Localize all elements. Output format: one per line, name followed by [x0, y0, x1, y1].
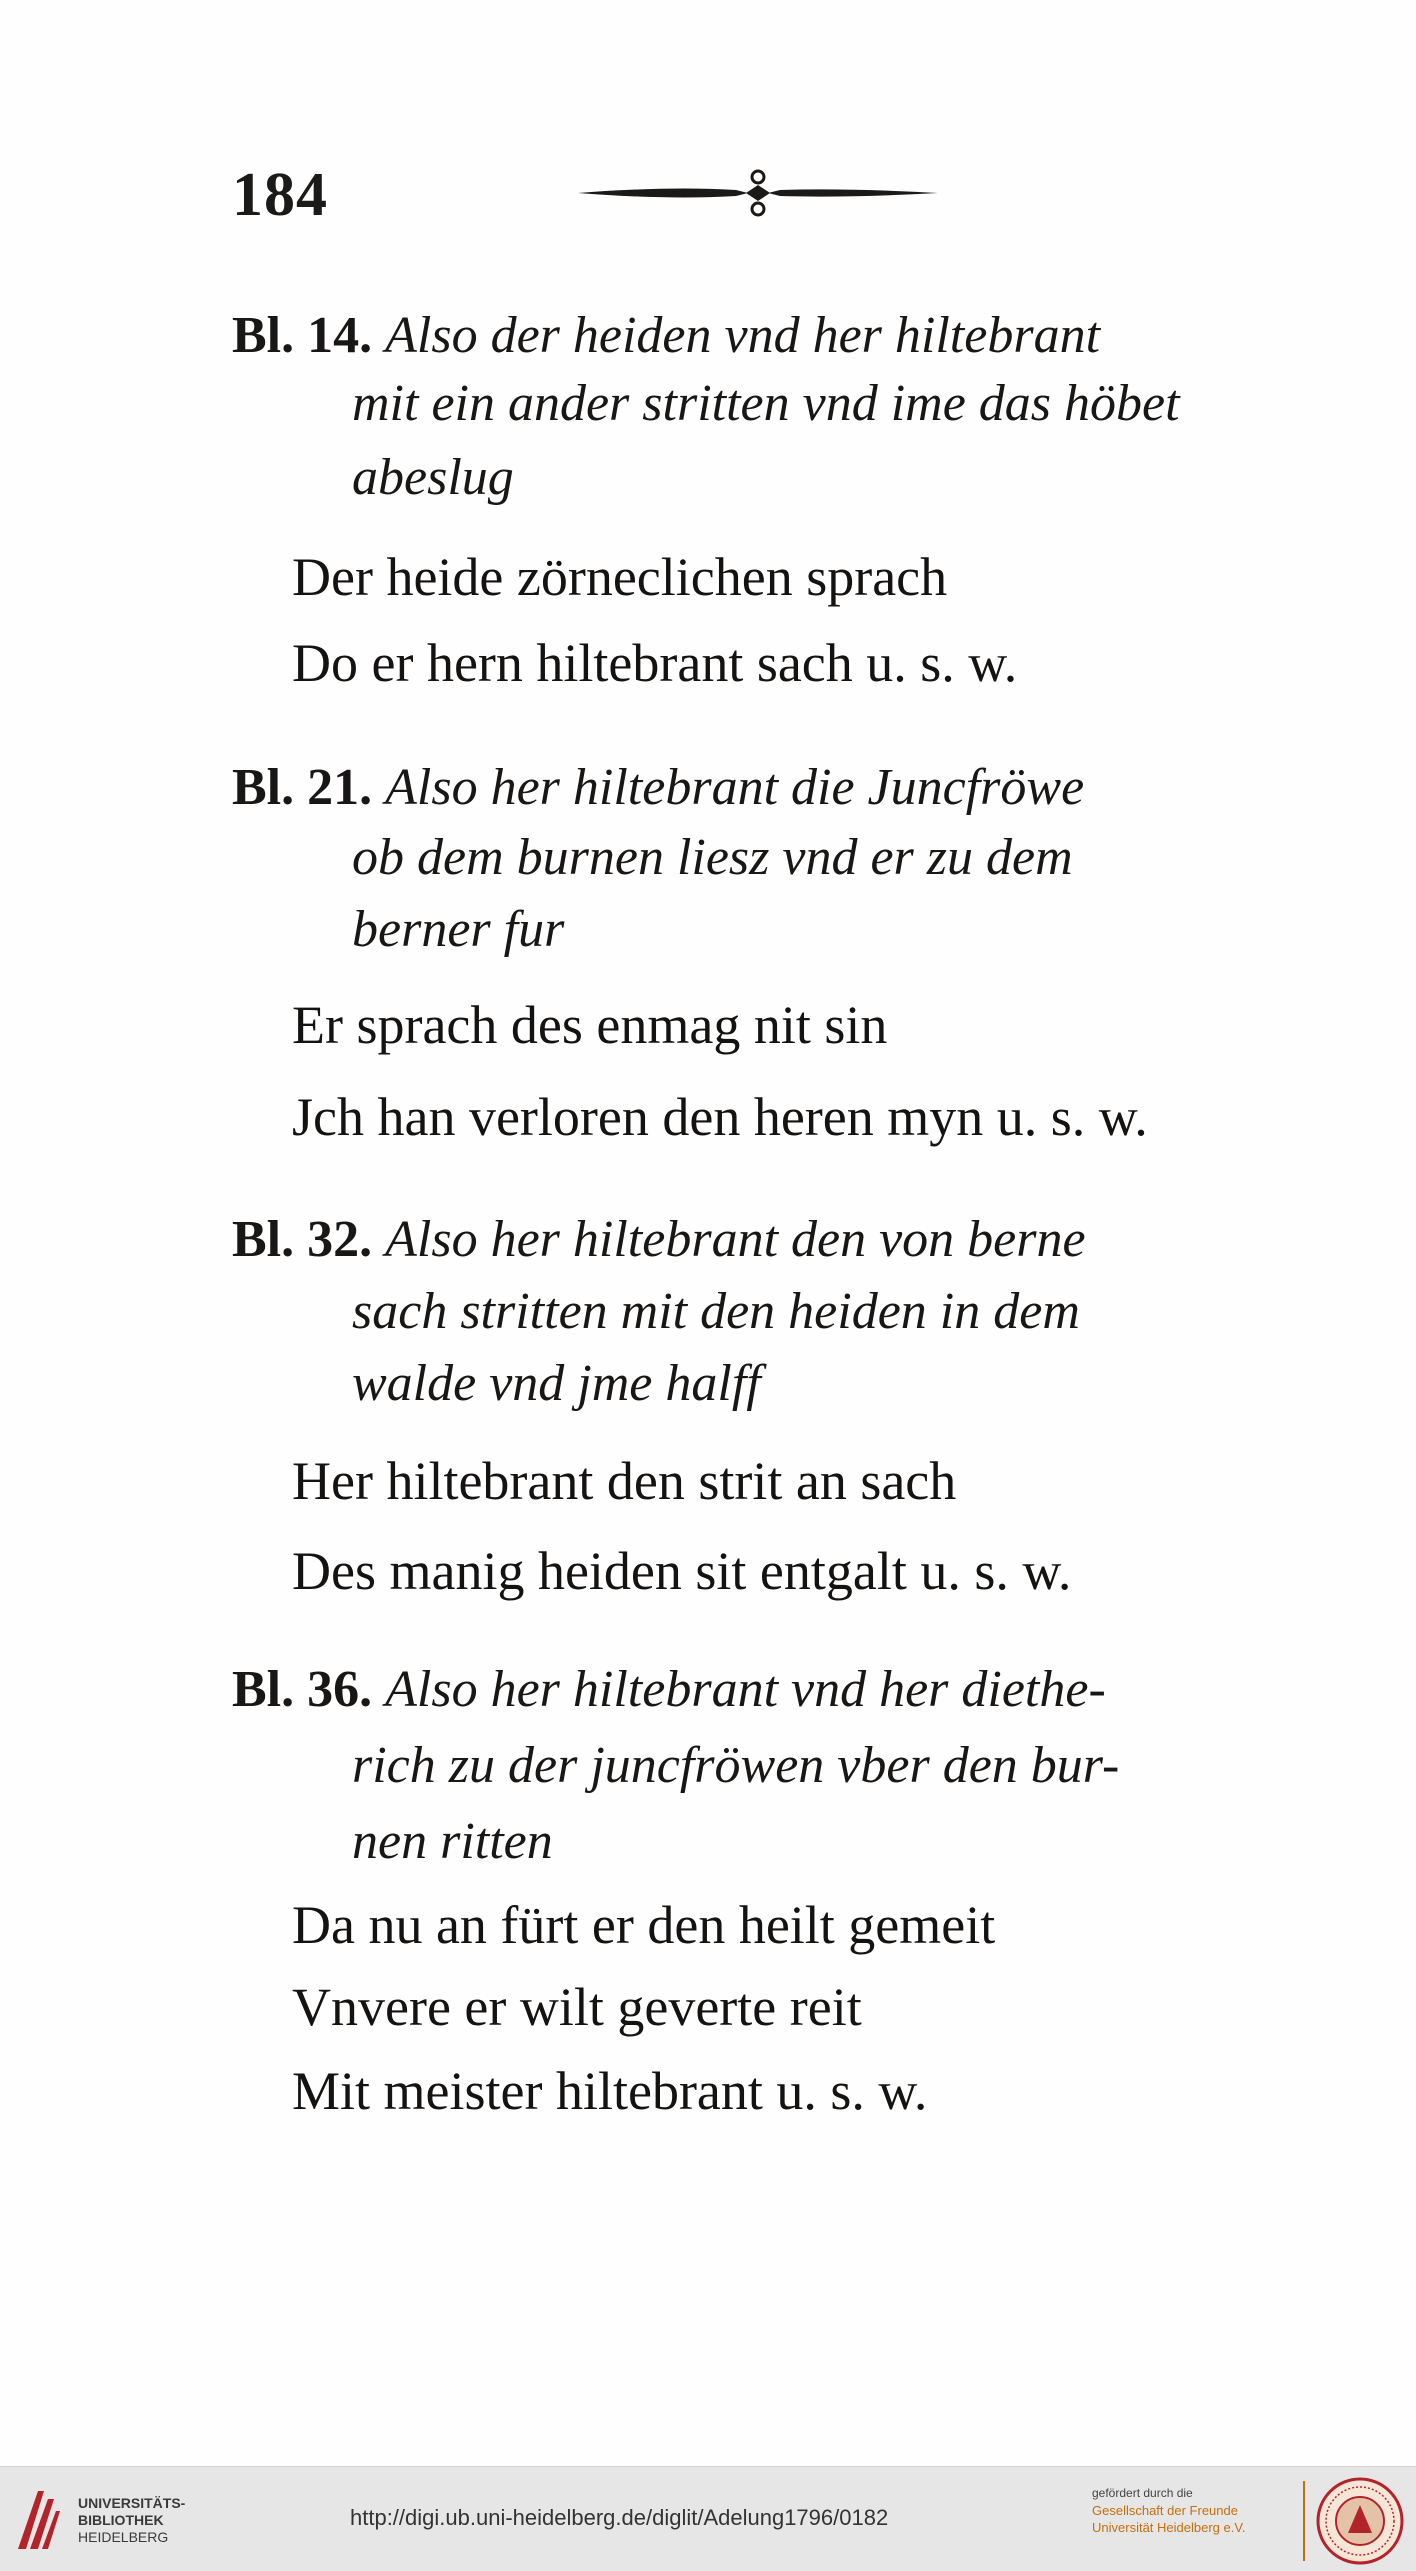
library-name	[78, 2495, 185, 2546]
entry-title-cont: berner fur	[352, 901, 565, 958]
verse-line: Do er hern hiltebrant sach u. s. w.	[292, 633, 1018, 693]
entry-title-cont: abeslug	[352, 449, 514, 506]
entry-heading-bl32	[232, 1211, 1086, 1268]
entry-ref: Bl. 32.	[232, 1211, 373, 1268]
entry-title: Also her hiltebrant den von berne	[385, 1211, 1086, 1268]
entry-title: Also her hiltebrant vnd her diethe-	[385, 1661, 1106, 1718]
entry-title-cont: rich zu der juncfröwen vber den bur-	[352, 1737, 1120, 1794]
entry-heading-bl36	[232, 1661, 1106, 1718]
verse-line: Mit meister hiltebrant u. s. w.	[292, 2061, 928, 2121]
verse-line: Jch han verloren den heren myn u. s. w.	[292, 1087, 1148, 1147]
entry-ref: Bl. 14.	[232, 307, 373, 364]
university-seal-icon	[1302, 2475, 1406, 2567]
entry-heading-bl14	[232, 307, 1101, 364]
verse-line: Da nu an fürt er den heilt gemeit	[292, 1895, 996, 1955]
sponsor-lead: gefördert durch die	[1092, 2486, 1193, 2500]
entry-title-cont: mit ein ander stritten vnd ime das höbet	[352, 375, 1180, 432]
entry-title-cont: ob dem burnen liesz vnd er zu dem	[352, 829, 1073, 886]
entry-title-cont: nen ritten	[352, 1813, 553, 1870]
page-number: 184	[232, 161, 328, 229]
verse-line: Er sprach des enmag nit sin	[292, 995, 888, 1055]
entry-ref: Bl. 21.	[232, 759, 373, 816]
verse-line: Vnvere er wilt geverte reit	[292, 1977, 862, 2037]
library-logo-icon	[14, 2487, 62, 2553]
verse-line: Der heide zörneclichen sprach	[292, 547, 948, 607]
entry-heading-bl21	[232, 759, 1085, 816]
entry-title: Also her hiltebrant die Juncfröwe	[385, 759, 1085, 816]
verse-line: Her hiltebrant den strit an sach	[292, 1451, 957, 1511]
sponsor-credit	[1092, 2485, 1292, 2536]
permalink-url[interactable]: http://digi.ub.uni-heidelberg.de/diglit/Adelung1796/0182	[350, 2505, 889, 2530]
sponsor-name: Gesellschaft der Freunde	[1092, 2503, 1238, 2518]
library-name-line: BIBLIOTHEK	[78, 2512, 164, 2528]
entry-ref: Bl. 36.	[232, 1661, 373, 1718]
entry-title-cont: sach stritten mit den heiden in dem	[352, 1283, 1080, 1340]
viewer-footer	[0, 2466, 1416, 2571]
entry-title-cont: walde vnd jme halff	[352, 1355, 761, 1412]
verse-line: Des manig heiden sit entgalt u. s. w.	[292, 1541, 1072, 1601]
library-name-line: UNIVERSITÄTS-	[78, 2495, 186, 2511]
ornament-rule	[578, 168, 938, 218]
sponsor-name: Universität Heidelberg e.V.	[1092, 2520, 1246, 2535]
entry-title: Also der heiden vnd her hiltebrant	[385, 307, 1101, 364]
library-name-line: HEIDELBERG	[78, 2529, 169, 2545]
